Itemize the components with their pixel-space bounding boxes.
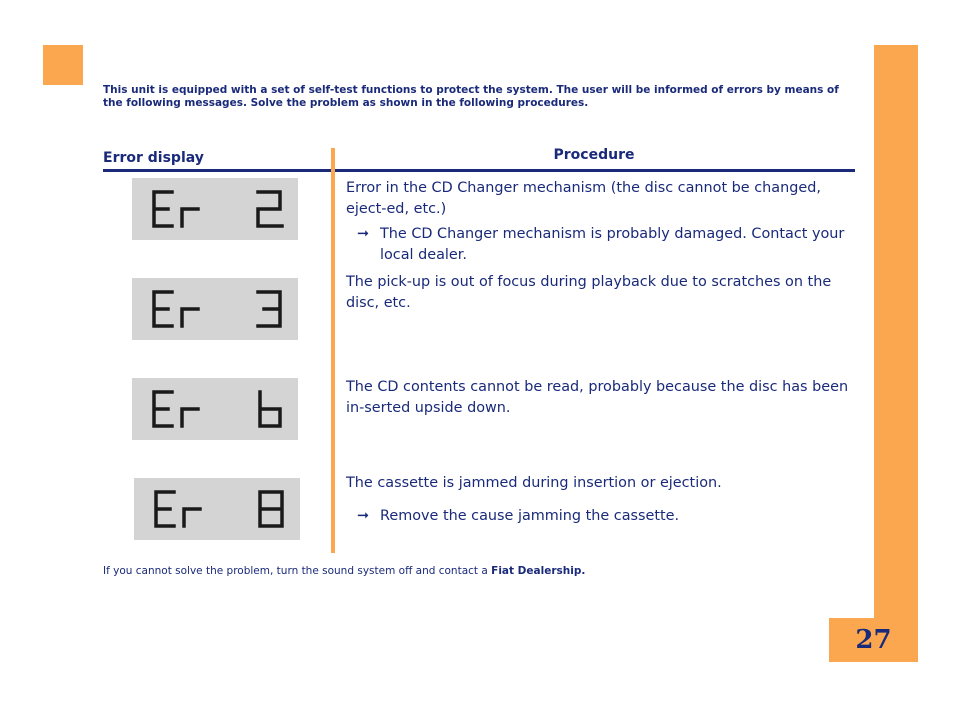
- procedure-er-3: [346, 272, 858, 314]
- procedure-er-2: [346, 178, 858, 266]
- procedure-text: The pick-up is out of focus during playback due to scratches on the disc, etc.: [346, 274, 832, 311]
- lcd-display-er-8: [134, 478, 300, 540]
- lcd-display-er-6: [132, 378, 298, 440]
- lcd-display-er-3: [132, 278, 298, 340]
- column-header-error-display: Error display: [103, 150, 204, 166]
- column-header-procedure: Procedure: [553, 147, 635, 163]
- side-accent-bar: [874, 45, 918, 620]
- procedure-text: The CD contents cannot be read, probably because the disc has been in-serted upside down.: [346, 379, 849, 416]
- column-divider: [331, 148, 335, 553]
- procedure-text: Error in the CD Changer mechanism (the disc cannot be changed, eject-ed, etc.): [346, 180, 821, 217]
- intro-text: This unit is equipped with a set of self-test functions to protect the system. The user will be informed of errors by means of the following messages. Solve the problem as shown in the following procedures.: [103, 84, 839, 109]
- arrow-right-icon: ➞: [356, 508, 370, 524]
- procedure-step-text: The CD Changer mechanism is probably damaged. Contact your local dealer.: [380, 226, 845, 263]
- footer-note: If you cannot solve the problem, turn the sound system off and contact a Fiat Dealership.: [103, 565, 586, 577]
- procedure-text: The cassette is jammed during insertion or ejection.: [346, 475, 722, 491]
- procedure-step: [346, 224, 858, 266]
- dealership-name: Fiat Dealership.: [491, 565, 586, 577]
- procedure-er-8: [346, 473, 858, 527]
- procedure-step-text: Remove the cause jamming the cassette.: [380, 508, 680, 524]
- procedure-er-6: [346, 377, 858, 419]
- corner-accent-square: [43, 45, 83, 85]
- page-number: 27: [829, 618, 918, 662]
- lcd-display-er-2: [132, 178, 298, 240]
- procedure-step: [346, 506, 858, 527]
- header-rule: [103, 169, 855, 172]
- arrow-right-icon: ➞: [356, 226, 370, 242]
